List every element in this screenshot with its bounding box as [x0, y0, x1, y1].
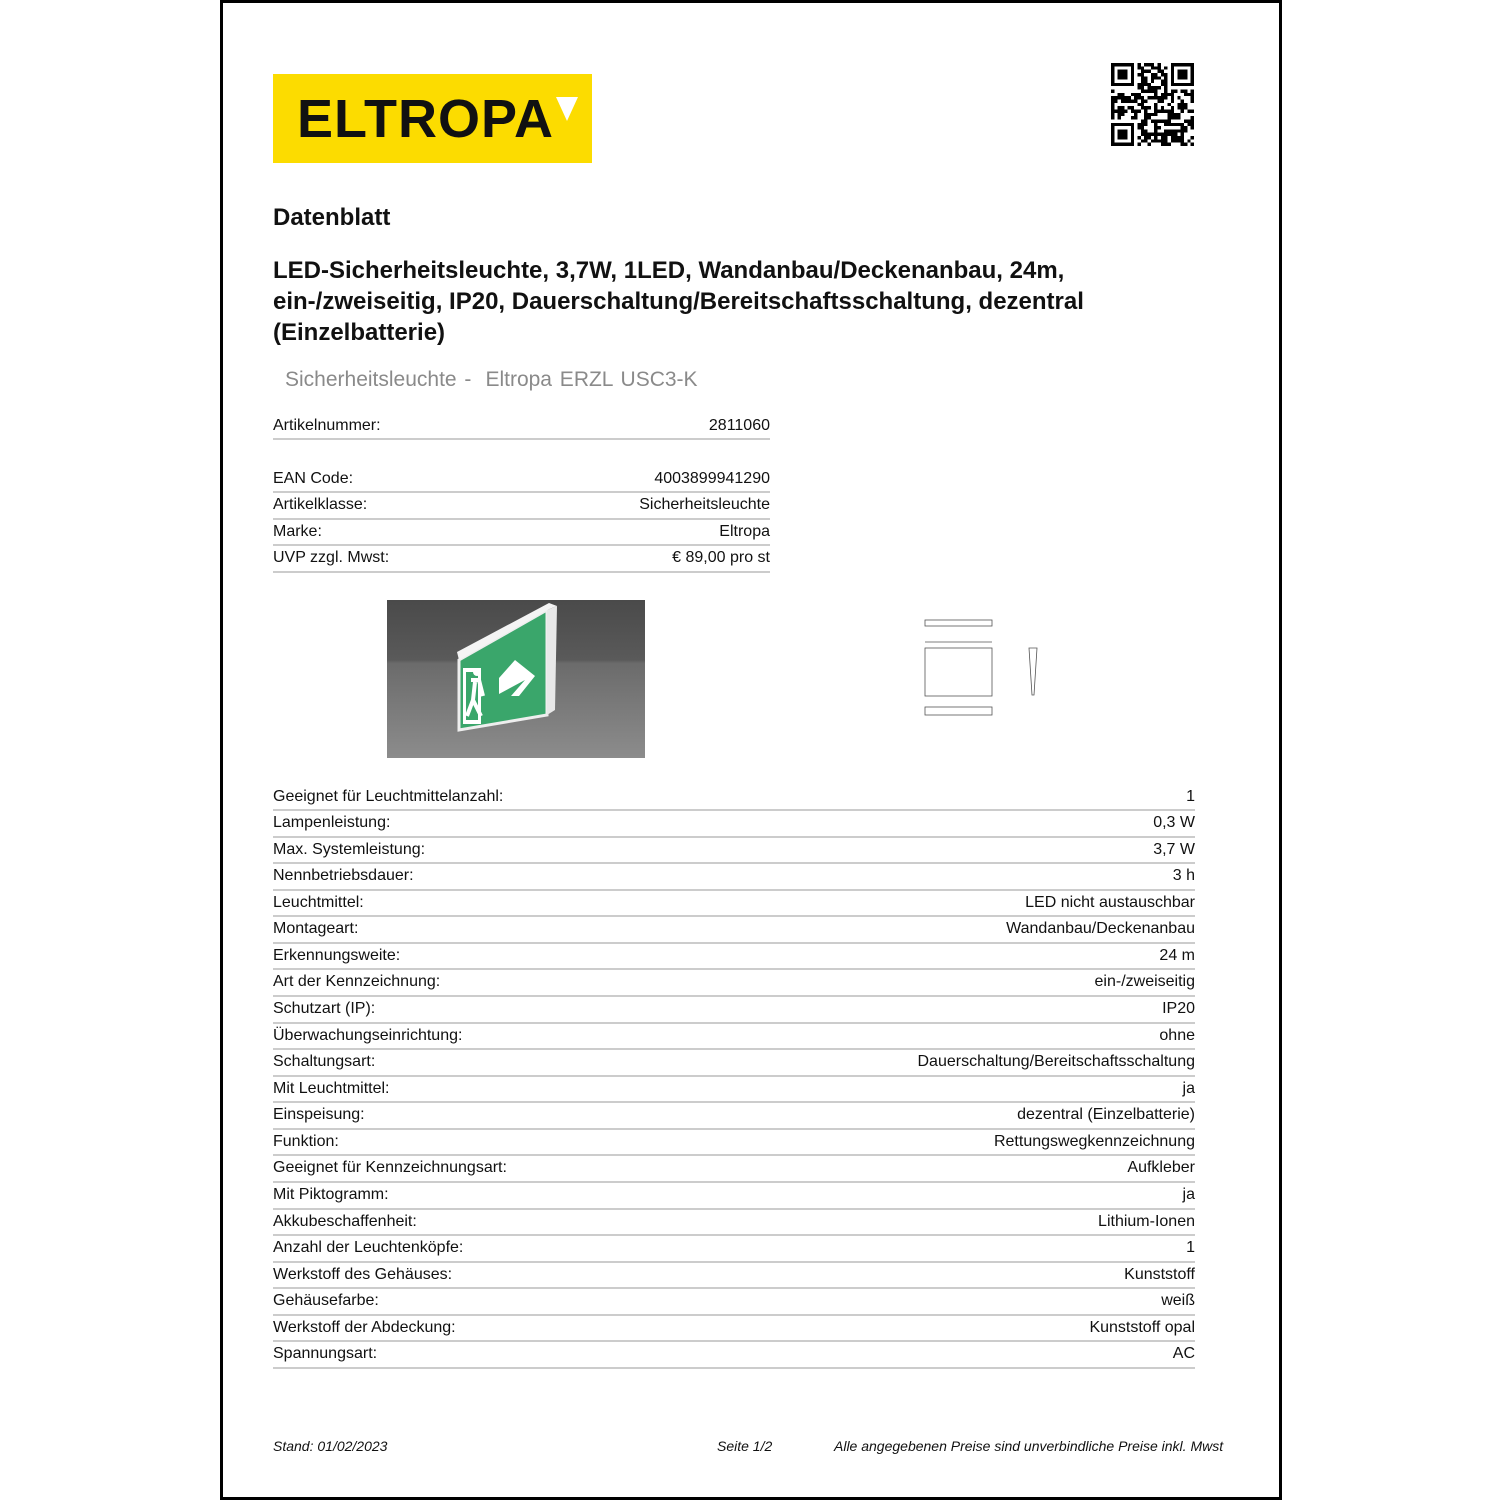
row-value: Wandanbau/Deckenanbau [1006, 920, 1195, 938]
row-label: Funktion: [273, 1132, 339, 1150]
row-label: Lampenleistung: [273, 814, 391, 832]
row-value: AC [1172, 1345, 1195, 1363]
row-value: 4003899941290 [654, 469, 770, 487]
logo-triangle-icon [556, 97, 578, 121]
footer-date: Stand: 01/02/2023 [273, 1438, 388, 1454]
table-row [273, 1183, 1195, 1210]
technical-drawing [915, 615, 1050, 735]
row-label: Geeignet für Leuchtmittelanzahl: [273, 787, 504, 805]
row-label: Spannungsart: [273, 1345, 378, 1363]
table-row [273, 917, 1195, 944]
product-subtitle [285, 368, 698, 392]
row-label: Montageart: [273, 920, 359, 938]
table-row [273, 493, 770, 520]
table-row [273, 1209, 1195, 1236]
row-value: 0,3 W [1153, 814, 1195, 832]
row-value: dezentral (Einzelbatterie) [1017, 1106, 1195, 1124]
table-row [273, 970, 1195, 997]
table-row [273, 1076, 1195, 1103]
table-row [273, 1129, 1195, 1156]
row-value: 3 h [1172, 867, 1195, 885]
row-label: Nennbetriebsdauer: [273, 867, 414, 885]
footer-page: Seite 1/2 [717, 1438, 773, 1454]
row-label: Marke: [273, 522, 322, 540]
subtitle-product: Eltropa ERZL USC3-K [485, 368, 698, 391]
row-label: Einspeisung: [273, 1106, 365, 1124]
row-value: Kunststoff opal [1089, 1318, 1195, 1336]
qr-code [1111, 63, 1194, 146]
row-label: EAN Code: [273, 469, 354, 487]
row-label: Artikelnummer: [273, 416, 381, 434]
row-value: Eltropa [719, 522, 770, 540]
page-heading: Datenblatt [273, 204, 391, 231]
table-row [273, 943, 1195, 970]
row-label: Artikelklasse: [273, 496, 368, 514]
row-value: ja [1182, 1079, 1195, 1097]
row-value: ein-/zweiseitig [1094, 973, 1195, 991]
table-row [273, 811, 1195, 838]
table-row [273, 1289, 1195, 1316]
table-row [273, 1342, 1195, 1369]
row-value: Dauerschaltung/Bereitschaftsschaltung [917, 1053, 1195, 1071]
row-label: Akkubeschaffenheit: [273, 1212, 417, 1230]
table-row [273, 1262, 1195, 1289]
table-row [273, 466, 770, 493]
row-label: Erkennungsweite: [273, 946, 401, 964]
row-label: Leuchtmittel: [273, 893, 364, 911]
row-value: € 89,00 pro st [672, 549, 770, 567]
row-label: Schutzart (IP): [273, 1000, 376, 1018]
row-label: Werkstoff der Abdeckung: [273, 1318, 456, 1336]
row-label: Anzahl der Leuchtenköpfe: [273, 1239, 464, 1257]
row-value: 24 m [1159, 946, 1195, 964]
table-row [273, 546, 770, 573]
row-label: Art der Kennzeichnung: [273, 973, 441, 991]
eltropa-logo [273, 74, 592, 163]
row-value: 1 [1186, 1239, 1195, 1257]
row-value: Aufkleber [1127, 1159, 1195, 1177]
table-row [273, 1050, 1195, 1077]
table-row [273, 837, 1195, 864]
row-value: LED nicht austauschbar [1025, 893, 1195, 911]
row-value: 2811060 [708, 416, 770, 434]
row-value: Rettungswegkennzeichnung [993, 1132, 1195, 1150]
table-row [273, 1315, 1195, 1342]
row-label: Gehäusefarbe: [273, 1292, 379, 1310]
row-label: Überwachungseinrichtung: [273, 1026, 463, 1044]
row-value: IP20 [1162, 1000, 1195, 1018]
row-value: 1 [1186, 787, 1195, 805]
row-label: Werkstoff des Gehäuses: [273, 1265, 453, 1283]
table-row [273, 413, 770, 440]
table-row [273, 997, 1195, 1024]
product-title: LED-Sicherheitsleuchte, 3,7W, 1LED, Wandanbau/Deckenanbau, 24m, ein-/zweiseitig, IP20, Dauerschaltung/Bereitschaftsschaltung, dezentral (Einzelbatterie) [273, 257, 1084, 346]
row-value: 3,7 W [1153, 840, 1195, 858]
product-photo [387, 600, 645, 758]
logo-text: ELTROPA [297, 88, 554, 149]
subtitle-category: Sicherheitsleuchte - [285, 368, 472, 391]
row-value: Sicherheitsleuchte [639, 496, 770, 514]
row-label: Mit Leuchtmittel: [273, 1079, 390, 1097]
row-value: ohne [1159, 1026, 1195, 1044]
table-row [273, 864, 1195, 891]
row-value: Lithium-Ionen [1098, 1212, 1195, 1230]
row-label: UVP zzgl. Mwst: [273, 549, 390, 567]
footer-note: Alle angegebenen Preise sind unverbindliche Preise inkl. Mwst [834, 1438, 1224, 1454]
row-value: Kunststoff [1124, 1265, 1195, 1283]
table-row [273, 784, 1195, 811]
row-label: Geeignet für Kennzeichnungsart: [273, 1159, 507, 1177]
row-label: Mit Piktogramm: [273, 1186, 389, 1204]
table-row [273, 1236, 1195, 1263]
row-value: ja [1182, 1186, 1195, 1204]
table-row [273, 890, 1195, 917]
table-row [273, 1156, 1195, 1183]
row-label: Schaltungsart: [273, 1053, 376, 1071]
table-row [273, 519, 770, 546]
row-value: weiß [1161, 1292, 1195, 1310]
table-row [273, 1103, 1195, 1130]
row-label: Max. Systemleistung: [273, 840, 426, 858]
table-row [273, 1023, 1195, 1050]
